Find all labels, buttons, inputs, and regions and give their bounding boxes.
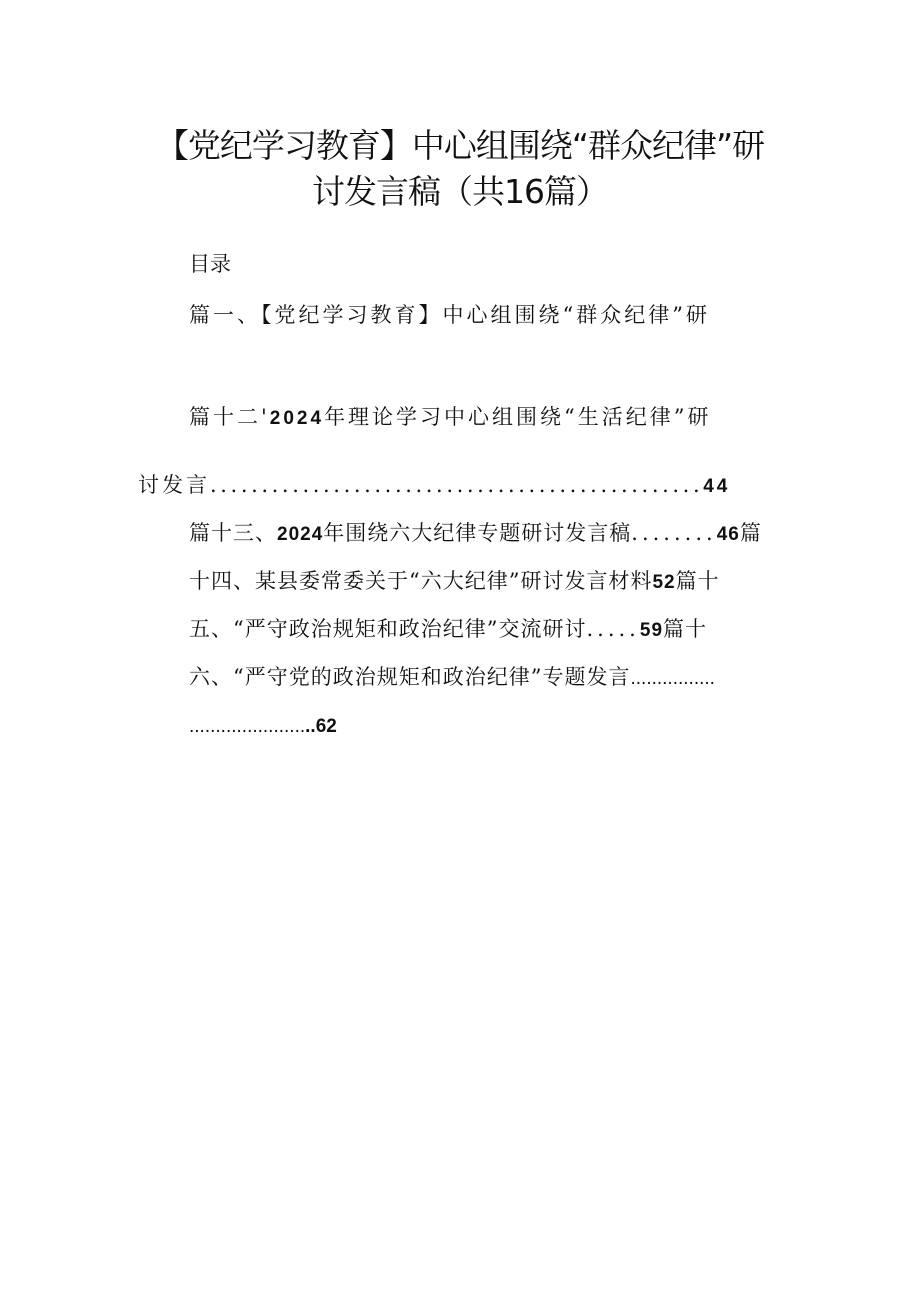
toc-entry-1 xyxy=(189,300,710,330)
toc-entry-prefix: 篇十三、 xyxy=(189,521,277,545)
toc-entry-year: 2024 xyxy=(269,408,325,429)
toc-entry-text: 讨发言 xyxy=(138,473,210,497)
document-title-line-2: 讨发言稿（共16篇） xyxy=(312,172,608,211)
toc-leader-dots: ...................... xyxy=(189,716,306,737)
toc-page-number: 59 xyxy=(639,620,664,641)
toc-entry-12-continued xyxy=(138,470,730,502)
toc-entry-16-continued xyxy=(189,710,337,742)
toc-entry-12 xyxy=(189,402,712,434)
toc-leader-dots: ........ xyxy=(631,521,717,545)
toc-entry-15 xyxy=(189,614,707,646)
toc-entry-text: 年围绕六大纪律专题研讨发言稿 xyxy=(323,521,632,545)
toc-entry-tail: 篇 xyxy=(739,521,762,545)
toc-leader-dots: ................................................ xyxy=(210,473,704,497)
toc-entry-tail: 篇十 xyxy=(675,569,720,593)
toc-page-number: ..62 xyxy=(305,716,337,737)
toc-entry-text: 五、“严守政治规矩和政治纪律”交流研讨 xyxy=(189,617,587,641)
document-title-line-1: 【党纪学习教育】中心组围绕“群众纪律”研 xyxy=(155,126,765,165)
toc-page-number: 52 xyxy=(652,572,676,593)
toc-entry-text: 十四、某县委常委关于“六大纪律”研讨发言材料 xyxy=(189,569,653,593)
toc-leader-dots: ..... xyxy=(586,617,640,641)
toc-entry-text: 六、“严守党的政治规矩和政治纪律”专题发言 xyxy=(189,665,631,689)
toc-heading: 目录 xyxy=(189,252,231,276)
toc-entry-16 xyxy=(189,662,715,694)
toc-entry-prefix: 篇十二' xyxy=(189,405,270,429)
toc-entry-text: 篇一、【党纪学习教育】中心组围绕“群众纪律”研 xyxy=(189,303,710,327)
toc-entry-year: 2024 xyxy=(277,524,324,545)
toc-page-number: 46 xyxy=(716,524,740,545)
toc-entry-text: 年理论学习中心组围绕“生活纪律”研 xyxy=(324,405,712,429)
toc-leader-dots: ................ xyxy=(630,668,715,689)
toc-entry-14 xyxy=(189,566,720,598)
toc-entry-tail: 篇十 xyxy=(663,617,708,641)
toc-entry-13 xyxy=(189,518,762,550)
toc-page-number: 44 xyxy=(703,476,731,497)
